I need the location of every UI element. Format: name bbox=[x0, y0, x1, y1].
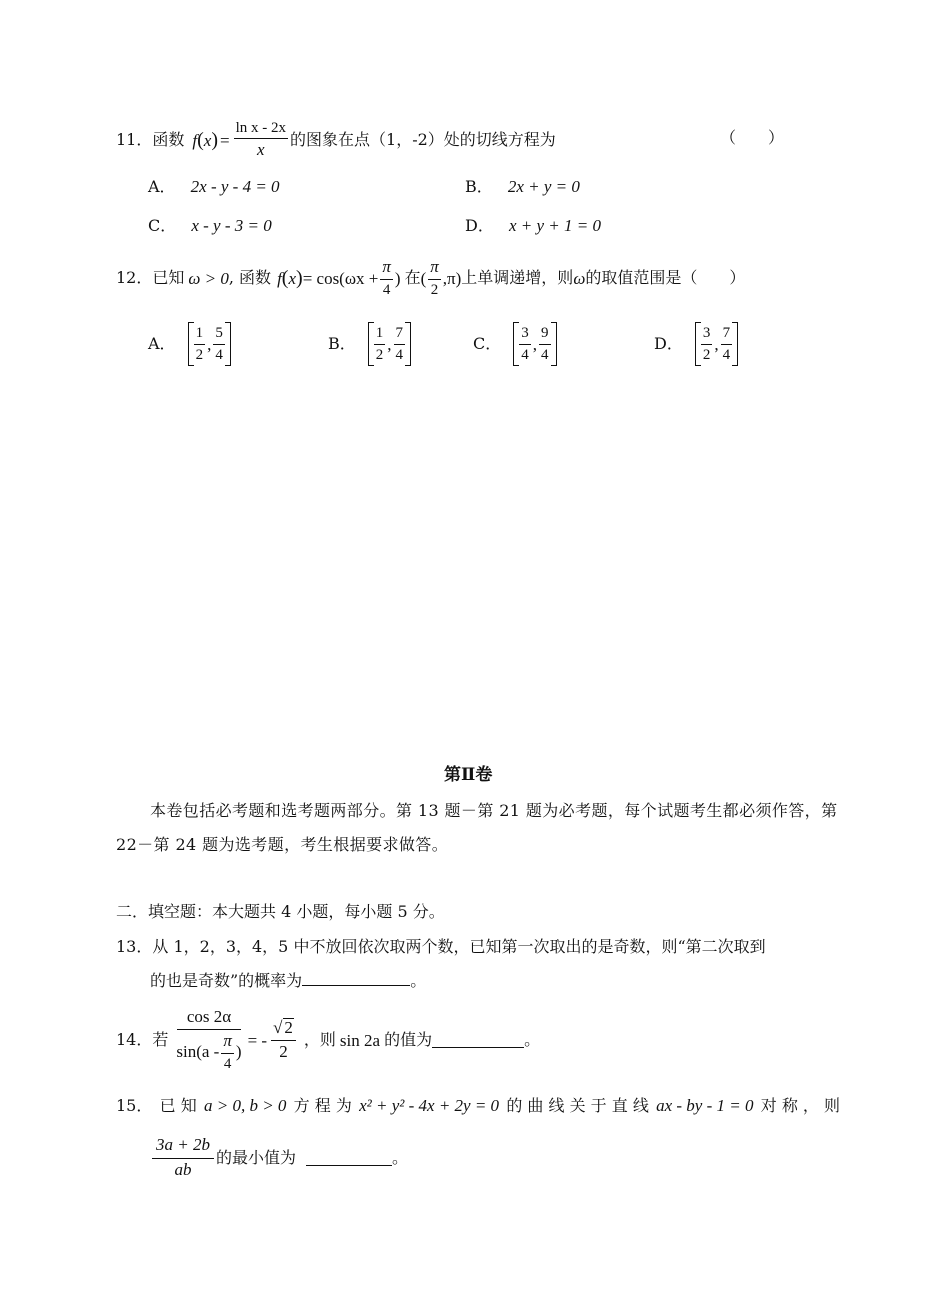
q14-text2: ，则 bbox=[303, 1030, 336, 1049]
option-expr: 2x - y - 4 = 0 bbox=[190, 177, 280, 196]
q12-text2: , 函数 bbox=[228, 268, 272, 287]
interval-a-den: 4 bbox=[521, 346, 529, 363]
q14-eq: = - bbox=[247, 1030, 268, 1050]
q12-omega: ω bbox=[573, 268, 586, 288]
q14-num: cos 2α bbox=[177, 1008, 241, 1031]
q12-pi: π bbox=[380, 258, 393, 280]
q12-interval-pi: π bbox=[428, 258, 441, 280]
q15-line: ax - by - 1 = 0 bbox=[656, 1096, 754, 1115]
q11-option-d bbox=[465, 217, 601, 234]
q15-text3: 的 曲 线 关 于 直 线 bbox=[506, 1095, 649, 1115]
interval-a-den: 2 bbox=[702, 346, 711, 363]
q12-text3: 在 bbox=[404, 268, 421, 287]
q12-interval-two: 2 bbox=[430, 281, 439, 298]
q12-text1: 已知 bbox=[152, 268, 185, 287]
section2-heading: 二．填空题：本大题共 4 小题，每小题 5 分。 bbox=[116, 902, 445, 921]
q12-eq: = cos(ωx + bbox=[302, 268, 379, 288]
q11-option-c bbox=[148, 217, 272, 234]
option-label: B． bbox=[465, 177, 493, 196]
q12-interval-open: ( bbox=[420, 268, 427, 288]
q14-den-pre: sin(a - bbox=[176, 1042, 220, 1061]
option-label: C． bbox=[148, 216, 177, 235]
q15-frac-den: ab bbox=[174, 1160, 192, 1179]
q12-option-d bbox=[654, 320, 738, 368]
q11-option-b bbox=[465, 178, 580, 195]
q12-func: f bbox=[277, 268, 282, 288]
q13-end: 。 bbox=[410, 971, 427, 990]
q14-number: 14． bbox=[116, 1030, 153, 1049]
q11-func-arg: x bbox=[203, 130, 212, 150]
option-interval: $\frac{3}{4}$ , $\frac{9}{4}$ bbox=[513, 322, 556, 366]
q15-frac-num: 3a + 2b bbox=[152, 1136, 214, 1159]
option-expr: x + y + 1 = 0 bbox=[508, 216, 601, 235]
interval-b-den: 4 bbox=[215, 346, 223, 363]
q12-four: 4 bbox=[382, 281, 391, 298]
q14-text1: 若 bbox=[152, 1030, 169, 1049]
q14 bbox=[116, 1006, 540, 1074]
interval-b-den: 4 bbox=[722, 346, 731, 363]
q14-den-post: ) bbox=[235, 1042, 242, 1061]
option-interval: $\frac{1}{2}$ , $\frac{7}{4}$ bbox=[368, 322, 411, 366]
q14-den-pi: π bbox=[221, 1032, 234, 1054]
interval-b-den: 4 bbox=[541, 346, 549, 363]
option-interval: $\frac{3}{2}$ , $\frac{7}{4}$ bbox=[695, 322, 738, 366]
q12-option-b bbox=[328, 320, 411, 368]
option-label: D． bbox=[654, 334, 683, 353]
interval-b-num: 9 bbox=[539, 325, 551, 345]
q13-text-line1: 从 1，2，3，4，5 中不放回依次取两个数，已知第一次取出的是奇数，则“第二次取到 bbox=[152, 937, 766, 956]
q14-rhs-fraction: $\frac{√ 2}{2}$ bbox=[271, 1018, 296, 1061]
q12-text5: 的取值范围是（ ） bbox=[585, 268, 746, 287]
q11-text-post: 的图象在点（1，-2）处的切线方程为 bbox=[290, 130, 556, 149]
q14-end: 。 bbox=[524, 1030, 541, 1049]
q15-equation: x² + y² - 4x + 2y = 0 bbox=[359, 1096, 500, 1115]
q14-target: sin 2a bbox=[339, 1030, 381, 1050]
q12-close: ) bbox=[394, 268, 401, 288]
q12-cond: ω > 0 bbox=[188, 268, 229, 288]
q15-answer-blank[interactable] bbox=[306, 1165, 392, 1166]
option-interval: $\frac{1}{2}$ , $\frac{5}{4}$ bbox=[188, 322, 231, 366]
q15-text4: 对 称 ， 则 bbox=[760, 1095, 840, 1115]
q11-option-a bbox=[148, 178, 280, 195]
part2-title: 第Ⅱ卷 bbox=[444, 765, 493, 785]
q13-line2 bbox=[150, 973, 426, 989]
q12: 12． 已知 ω > 0 , 函数 f ( x ) = cos(ωx + $\frac{\pi}{4}$ ) 在 ( $\frac{\pi}{2}$ ,π) 上单调递增，则 ω 的取值范围是（ ） bbox=[116, 256, 746, 298]
q11-frac-den: x bbox=[257, 140, 265, 160]
q12-option-a bbox=[148, 320, 231, 368]
q13-number: 13． bbox=[116, 937, 153, 956]
q15-cond: a > 0, b > 0 bbox=[203, 1096, 287, 1115]
q14-answer-blank[interactable] bbox=[432, 1047, 524, 1048]
q15-text2: 方 程 为 bbox=[293, 1095, 352, 1115]
q11-answer-paren: （ ） bbox=[720, 128, 785, 147]
option-expr: x - y - 3 = 0 bbox=[191, 216, 272, 235]
q12-text4: 上单调递增，则 bbox=[461, 268, 574, 287]
q11-fraction bbox=[234, 120, 288, 160]
q15-line2 bbox=[150, 1133, 408, 1183]
q15-text1: 已 知 bbox=[159, 1095, 197, 1115]
option-label: C． bbox=[473, 334, 502, 353]
q12-arg: x bbox=[288, 268, 297, 288]
q13-text-line2: 的也是奇数”的概率为 bbox=[150, 971, 303, 990]
q12-number: 12． bbox=[116, 268, 153, 287]
interval-b-num: 5 bbox=[213, 325, 225, 345]
q15-fraction bbox=[152, 1136, 214, 1179]
interval-a-num: 1 bbox=[194, 325, 206, 345]
q14-lhs-fraction bbox=[174, 1008, 243, 1073]
q14-text3: 的值为 bbox=[384, 1030, 433, 1049]
q11-number: 11． bbox=[116, 130, 153, 149]
interval-b-num: 7 bbox=[394, 325, 406, 345]
q11-frac-num: ln x - 2x bbox=[234, 120, 288, 140]
q11-func-name: f bbox=[192, 130, 198, 150]
q12-pi-over-2 bbox=[428, 258, 441, 298]
part2-intro: 本卷包括必考题和选考题两部分。第 13 题－第 21 题为必考题，每个试题考生都必须作答，第 22－第 24 题为选考题，考生根据要求做答。 bbox=[116, 801, 838, 854]
q13-line1 bbox=[116, 939, 766, 955]
q11-text-pre: 函数 bbox=[152, 130, 185, 149]
q14-rhs-den: 2 bbox=[279, 1042, 288, 1061]
q13-answer-blank[interactable] bbox=[302, 985, 410, 986]
q12-option-c bbox=[473, 320, 557, 368]
interval-b-num: 7 bbox=[721, 325, 733, 345]
q15-number: 15． bbox=[116, 1095, 153, 1115]
q14-den-four: 4 bbox=[223, 1055, 232, 1072]
interval-a-num: 1 bbox=[374, 325, 386, 345]
q11: 11． 函数 f ( x ) = $\frac{\text{ln x - 2x}}{x}$ 的图象在点（1，-2）处的切线方程为 bbox=[116, 119, 556, 160]
q15-line1 bbox=[116, 1097, 840, 1114]
q14-sqrt-val: 2 bbox=[284, 1018, 293, 1038]
option-label: A． bbox=[148, 334, 176, 353]
interval-a-num: 3 bbox=[701, 325, 713, 345]
interval-b-den: 4 bbox=[395, 346, 404, 363]
option-label: D． bbox=[465, 216, 494, 235]
option-expr: 2x + y = 0 bbox=[507, 177, 580, 196]
interval-a-num: 3 bbox=[519, 325, 531, 345]
q15-end: 。 bbox=[392, 1148, 409, 1167]
option-label: B． bbox=[328, 334, 356, 353]
interval-a-den: 2 bbox=[195, 346, 204, 363]
interval-a-den: 2 bbox=[375, 346, 384, 363]
q12-pi-over-4 bbox=[380, 258, 393, 298]
q15-text5: 的最小值为 bbox=[215, 1148, 296, 1167]
q12-interval-rest: ,π) bbox=[442, 268, 462, 288]
option-label: A． bbox=[148, 177, 176, 196]
